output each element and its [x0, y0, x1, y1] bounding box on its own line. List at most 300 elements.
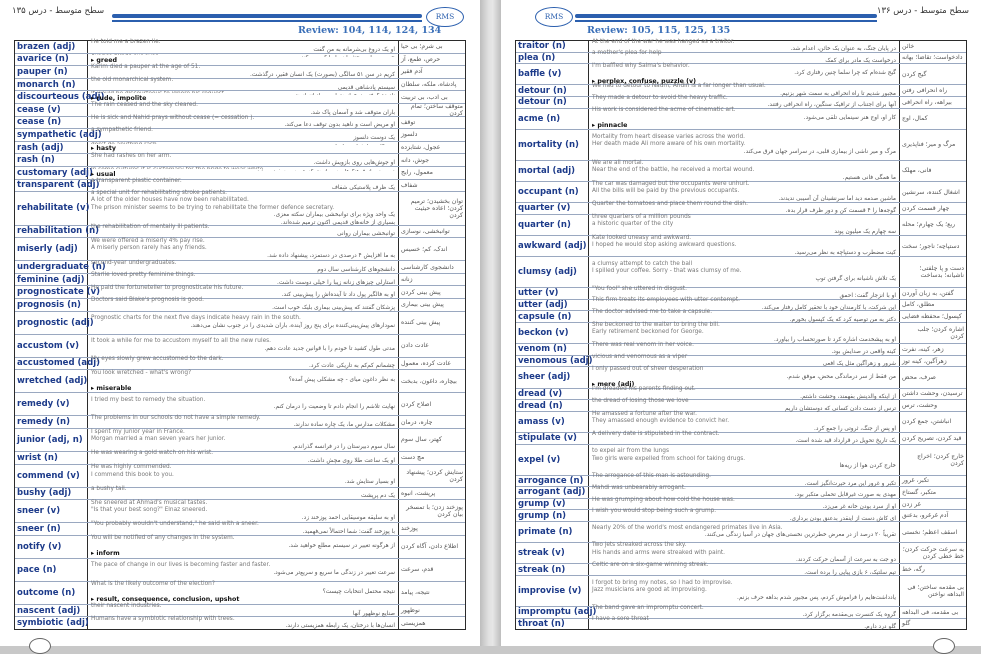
example-sentence: three quarters of a million pounds [592, 213, 691, 220]
page-tab [933, 638, 955, 654]
table-row [516, 367, 966, 388]
example-sentence: I wish you would stop being such a grump. [592, 508, 717, 515]
example-translation: ماشین صدمه دید اما سرنشینان آن آسیبی ندیدند. [778, 195, 896, 202]
example-cell [589, 400, 900, 411]
example-translation: یک دم پرپشت [361, 493, 395, 500]
table-row [15, 335, 465, 358]
table-row [516, 564, 966, 576]
example-cell [88, 617, 399, 629]
example-sentence: The band gave an impromptu concert. [592, 604, 704, 611]
word-meaning: انباشتن، جمع کردن [902, 418, 952, 426]
table-row [516, 510, 966, 522]
example-translation: چشمانم کم‌کم به تاریکی عادت کرد. [309, 363, 395, 370]
example-cell [589, 311, 900, 322]
example-sentence: Nearly 20% of the world's most endangered primates live in Asia. [592, 524, 783, 531]
word-meaning: پادشاه، ملکه، سلطان [401, 81, 457, 89]
example-sentence: You will be notified of any changes in the system. [91, 535, 235, 542]
example-sentence: Near the end of the battle, he received a mortal wound. [592, 167, 755, 174]
vocab-word: pauper (n) [15, 66, 88, 78]
example-translation: در پایان جنگ، به عنوان یک خائن، اعدام شد. [790, 46, 896, 53]
example-translation: او جوش‌هایی روی بازویش داشت. [313, 160, 395, 167]
example-translation: نمودارهای پیش‌بینی‌کننده برای پنج روز آینده، باران شدیدی را در جنوب نشان می‌دهند. [190, 322, 395, 329]
example-cell [88, 429, 399, 451]
word-meaning: نوظهور [401, 607, 420, 615]
example-cell [589, 130, 900, 160]
example-cell [88, 154, 399, 166]
example-translation: او یک دروغ بی‌شرمانه به من گفت [313, 46, 395, 53]
example-sentence: a mother's plea for help [592, 50, 662, 57]
example-translation: او پس از جنگ، ثروتی را جمع کرد. [814, 425, 896, 432]
example-sentence: The prison minister seems to be trying to rehabilitate the former defence secretary. [91, 204, 335, 211]
word-meaning: دادخواست؛ تقاضا؛ بهانه [902, 54, 963, 62]
example-sentence: This firm treats its employees with utter contempt. [592, 297, 740, 304]
synonym-note: ▸ perplex, confuse, puzzle (v) [592, 77, 696, 85]
word-meaning: گیج کردن [902, 70, 927, 78]
example-sentence: You look wretched - what's wrong? [91, 369, 192, 376]
table-row [516, 161, 966, 182]
example-translation: او یک ساعت طلا روی مچش داشت. [307, 457, 395, 464]
synonym-note: ▸ usual [91, 170, 116, 178]
word-meaning: اسقف اعظم؛ نخستی [902, 528, 958, 536]
word-meaning: ربع؛ یک چهارم؛ محله [902, 221, 956, 229]
example-translation: ای کاش دست از اینقدر بدعنق بودن برداری. [789, 515, 896, 522]
word-meaning: دست و پا چلفتی؛ ناشیانه؛ بدساخت [919, 265, 964, 280]
vocab-word: dread (n) [516, 400, 589, 411]
book-gutter [480, 0, 501, 646]
table-row [15, 312, 465, 335]
example-sentence: Prognostic charts for the next five days indicate heavy rain in the south. [91, 315, 301, 322]
example-cell [589, 576, 900, 606]
vocab-word: clumsy (adj) [516, 257, 589, 287]
word-meaning: خائن [902, 42, 915, 50]
page-tab [29, 638, 51, 654]
example-cell [589, 510, 900, 521]
vocab-word: throat (n) [516, 619, 589, 630]
example-cell [589, 182, 900, 202]
example-sentence: "You probably wouldn't understand," he said with a sneer. [91, 521, 259, 528]
example-sentence: Jazz musicians are good at improvising. [592, 587, 707, 594]
table-row [516, 257, 966, 288]
table-row [15, 299, 465, 312]
example-sentence: Two girls were expelled from school for taking drugs. [592, 455, 746, 462]
vocab-word: mortal (adj) [516, 161, 589, 181]
example-sentence: She sneered at Ahmad's musical tastes. [91, 499, 208, 506]
word-meaning: مطلق، کامل [902, 301, 935, 309]
table-row [516, 236, 966, 257]
vocab-word: nascent (adj) [15, 605, 88, 617]
example-cell [88, 582, 399, 604]
table-row [516, 323, 966, 344]
table-row [516, 130, 966, 161]
vocab-word: prognosis (n) [15, 299, 88, 311]
vocab-word: notify (v) [15, 536, 88, 558]
word-meaning: بی مقدمه ساختن؛ فی البداهه نواختن [907, 584, 964, 598]
vocab-word: grump (n) [516, 510, 589, 521]
example-cell [589, 236, 900, 256]
example-cell [88, 370, 399, 392]
example-cell [88, 559, 399, 581]
example-cell [589, 323, 900, 343]
example-sentence: the old monarchical system. [91, 77, 174, 84]
example-translation: استارلی چیزهای زنانه زیبا را خیلی دوست داشت. [276, 279, 395, 286]
table-row [516, 64, 966, 85]
example-cell [88, 167, 399, 179]
example-sentence: their nascent industries. [91, 603, 162, 610]
word-meaning: متوقف ساختن؛ تمام کردن [410, 102, 463, 117]
example-translation: نهایت تلاشم را انجام دادم تا وضعیت را درمان کنم. [273, 404, 395, 411]
example-sentence: We were offered a miserly 4% pay rise. [91, 237, 205, 244]
example-cell [88, 66, 399, 78]
table-row [516, 543, 966, 564]
example-sentence: a bushy tail. [91, 485, 127, 492]
word-meaning: معمول، رایج [401, 169, 433, 177]
example-sentence: The arrogance of this man is astounding. [592, 473, 712, 480]
vocab-word: avarice (n) [15, 54, 88, 66]
example-sentence: I'm baffled why Salma's behavior. [592, 62, 690, 69]
vocabulary-table [515, 40, 967, 630]
vocab-word: rash (adj) [15, 142, 88, 154]
vocab-word: cease (n) [15, 117, 88, 129]
header-bar-thin [112, 20, 422, 22]
example-translation: تکبر و غرور این مرد حیرت‌انگیز است. [804, 480, 896, 487]
example-sentence: Celtic are on a six-game winning streak. [592, 562, 709, 569]
word-meaning: ترسیدن، وحشت داشتن [902, 390, 963, 398]
word-meaning: اندک، کم؛ خسیس [401, 245, 448, 253]
example-cell [88, 189, 399, 226]
vocab-word: sneer (v) [15, 500, 88, 522]
vocab-word: symbiotic (adj) [17, 618, 89, 629]
example-translation: مهدی به صورت غیرقابل تحملی متکبر بود. [794, 492, 896, 499]
example-cell [589, 445, 900, 475]
example-translation: ما همگی فانی هستیم. [842, 174, 896, 181]
example-translation: باران متوقف شد و آسمان پاک شد. [310, 109, 395, 116]
word-meaning: کهتر، سال سوم [401, 436, 442, 444]
example-sentence: He amassed a fortune after the war. [592, 410, 697, 417]
example-cell [88, 355, 399, 370]
example-translation: از هرگونه تغییر در سیستم مطلع خواهید شد. [288, 542, 395, 549]
vocab-word: undergraduate (n) [17, 262, 106, 273]
example-cell [88, 129, 399, 141]
example-translation: او به سلیقه موسیقایی احمد پوزخند زد. [301, 514, 395, 521]
word-meaning: پوزخند زدن؛ با تمسخر بیان کردن [406, 504, 463, 519]
example-sentence: I hoped he would stop asking awkward questions. [592, 242, 737, 249]
example-sentence: I only passed out of sheer desperation [592, 366, 704, 372]
example-translation: ترس از دست دادن کسانی که دوستشان داریم [784, 405, 896, 412]
word-meaning: توانبخشی، نوسازی [401, 227, 450, 235]
vocab-word: venomous (adj) [518, 356, 593, 367]
word-meaning: پیش بینی کننده [401, 319, 441, 327]
synonym-note: ▸ mere (adj) [592, 381, 635, 388]
example-translation: سه چهارم یک میلیون پوند [834, 228, 896, 235]
vocab-word: streak (n) [516, 564, 589, 575]
example-cell [88, 299, 399, 311]
synonym-note: ▸ hasty [91, 145, 116, 153]
vocab-word: bushy (adj) [15, 488, 88, 500]
vocab-word: quarter (v) [516, 203, 589, 214]
example-cell [589, 215, 900, 235]
word-meaning: چهار قسمت کردن [902, 204, 950, 212]
table-row [15, 129, 465, 142]
example-translation: دانشجوهای کارشناسی سال دوم [317, 267, 395, 274]
table-row [15, 79, 465, 92]
word-meaning: دستپاچه؛ ناجور؛ سخت [902, 242, 960, 250]
rms-logo: RMS [535, 7, 573, 27]
word-meaning: قدم، سرعت [401, 566, 434, 574]
word-meaning: مچ دست [401, 454, 425, 462]
word-meaning: گلو [902, 620, 911, 628]
vocab-word: prognostic (adj) [15, 312, 88, 334]
example-translation: این شرکت، با کارمندان خود با تحقیر کامل رفتار می‌کند. [761, 304, 896, 311]
example-cell [88, 114, 399, 129]
word-meaning: دانشجوی کارشناسی [401, 263, 454, 271]
word-meaning: پیش بینی بیماری [401, 301, 444, 309]
example-translation: مشکلات مدارس ما، یک چاره ساده ندارند. [293, 422, 395, 429]
example-sentence: Humans have a symbiotic relationship with trees. [91, 615, 235, 622]
word-meaning: پوزخند [401, 525, 418, 533]
word-meaning: بی مقدمه، فی البداهه [902, 608, 959, 616]
example-cell [589, 161, 900, 181]
example-cell [88, 261, 399, 273]
example-translation: آنها برای اجتناب از ترافیک سنگین، راه انحرافی رفتند. [767, 102, 896, 109]
table-row [15, 582, 465, 605]
example-translation: او با انزجار گفت: احمق [839, 293, 896, 300]
header-bar [112, 14, 422, 18]
example-sentence: The rain ceased and the sky cleared. [91, 102, 198, 109]
example-sentence: a clumsy attempt to catch the ball [592, 260, 693, 267]
header-bar-thin [575, 20, 877, 22]
example-translation: خارج کردن هوا از ریه‌ها [839, 463, 896, 470]
example-cell [88, 335, 399, 357]
example-sentence: A miserly person rarely has any friends. [91, 245, 207, 252]
word-meaning: خارج کردن؛ اخراج کردن [917, 452, 964, 467]
review-list: Review: 104, 114, 124, 134 [298, 25, 442, 36]
table-row [516, 109, 966, 130]
table-row [15, 485, 465, 501]
word-meaning: قید کردن، تصریح کردن [902, 434, 962, 442]
example-cell [589, 257, 900, 287]
example-cell [88, 54, 399, 66]
example-sentence: "You fool" she uttered in disgust. [592, 285, 687, 292]
word-meaning: همزیستی [401, 619, 426, 627]
example-translation: به نظر داغون میای - چه مشکلی پیش آمده؟ [288, 377, 395, 384]
word-meaning: شفاف [401, 181, 418, 189]
word-meaning: زنانه [401, 276, 413, 284]
word-meaning: توقف [401, 118, 416, 126]
vocab-word: rehabilitation (n) [17, 226, 100, 237]
example-cell [88, 536, 399, 558]
example-cell [88, 452, 399, 464]
example-cell [589, 543, 900, 563]
example-cell [88, 41, 399, 53]
example-cell [589, 94, 900, 109]
vocab-word: sheer (adj) [516, 367, 589, 387]
vocab-word: expel (v) [516, 445, 589, 475]
example-cell [88, 79, 399, 91]
word-meaning: زهر، کینه، نفرت [902, 345, 944, 353]
example-sentence: The car was damaged but the occupants were unhurt. [592, 180, 750, 187]
example-cell [88, 312, 399, 334]
word-meaning: وحشت، ترس [902, 402, 938, 410]
vocab-word: traitor (n) [516, 41, 589, 52]
word-meaning: بیراهه، راه انحرافی [902, 98, 952, 106]
vocab-word: primate (n) [516, 522, 589, 542]
example-sentence: We had to detour to Naum; Ahdin is a far longer than usual. [592, 83, 766, 90]
word-meaning: ستایش کردن؛ پیشنهاد کردن [406, 468, 463, 483]
word-meaning: کمال، اوج [902, 115, 928, 123]
word-meaning: رگه، خط [902, 566, 925, 574]
example-sentence: His hands and arms were streaked with paint. [592, 549, 726, 556]
example-cell [88, 605, 399, 617]
vocab-word: quarter (n) [516, 215, 589, 235]
example-sentence: Two jets streaked across the sky. [592, 542, 687, 549]
example-sentence: "Is that your best song?" Elnaz sneered. [91, 507, 208, 514]
word-meaning: کپسول؛ محفظه فضایی [902, 313, 962, 321]
table-row [15, 223, 465, 239]
table-row [516, 522, 966, 543]
table-row [15, 238, 465, 261]
example-translation: تقریباً ۲۰ درصد از در معرض خطرترین نخستی‌های جهان در آسیا زندگی می‌کنند. [704, 532, 896, 539]
example-translation: یک ظرف پلاستیکی شفاف [331, 185, 395, 192]
example-cell [589, 109, 900, 129]
table-row [15, 393, 465, 416]
example-cell [88, 485, 399, 500]
example-translation: گوجه‌ها را ۴ قسمت کن و دور ظرف قرار بده. [785, 208, 896, 215]
example-translation: یک تلاش ناشیانه برای گرفتن توپ [815, 275, 896, 282]
example-translation: او به فالگیر پول داد تا آینده‌اش را پیش‌بینی کند. [281, 292, 395, 299]
table-row [15, 41, 465, 54]
review-list: Review: 105, 115, 125, 135 [587, 25, 731, 36]
example-translation: شرور و زهرآگین مثل یک افعی [822, 361, 896, 368]
example-sentence: She beckoned to the waiter to bring the bill. [592, 321, 720, 328]
vocab-word: plea (n) [516, 53, 589, 64]
example-translation: او بسیار ستایش شد. [344, 479, 395, 486]
vocab-word: utter (adj) [516, 300, 589, 311]
vocab-word: prognosticate (v) [17, 287, 100, 298]
word-meaning: گفتن، به زبان آوردن [902, 289, 954, 297]
table-row [15, 465, 465, 488]
vocab-word: rehabilitate (v) [15, 192, 88, 224]
example-cell [589, 430, 900, 445]
vocab-word: cease (v) [15, 104, 88, 116]
example-sentence: Starlie loved pretty feminine things. [91, 272, 196, 279]
example-translation: کیت مضطرب و دستپاچه به نظر می‌رسید. [794, 249, 896, 256]
example-translation: از اینکه والدینش بفهمند، وحشت داشتم. [800, 393, 896, 400]
example-sentence: Quarter the tomatoes and place them round the dish. [592, 200, 748, 207]
example-translation: من فقط از سر درماندگی محض، موفق شدم. [786, 373, 896, 380]
example-sentence: What is the likely outcome of the election? [91, 581, 215, 588]
example-translation: کار او، اوج هنر سینمایی تلقی می‌شود. [803, 114, 896, 121]
example-sentence: His work is considered the acme of cinematic art. [592, 107, 736, 114]
vocab-word: monarch (n) [15, 79, 88, 91]
vocab-word: miserly (adj) [15, 238, 88, 260]
table-row [15, 416, 465, 429]
example-translation: سیستم پادشاهی قدیمی [337, 84, 395, 91]
example-translation: دکتر به من توصیه کرد که یک کپسول بخورم. [789, 316, 896, 323]
vocab-word: sneer (n) [15, 523, 88, 535]
example-sentence: A delivery date is stipulated in the contract. [592, 430, 720, 437]
example-cell [88, 91, 399, 103]
table-row [15, 452, 465, 465]
example-sentence: second-year undergraduates. [91, 259, 177, 266]
word-meaning: عادت دادن [401, 342, 429, 350]
example-translation: مرگ و میر ناشی از بیماری قلبی، در سراسر جهان فرق می‌کند. [743, 148, 896, 155]
synonym-note: ▸ pinnacle [592, 122, 628, 130]
example-sentence: a transparent plastic container. [91, 177, 182, 184]
example-sentence: I spent my junior year in France. [91, 428, 185, 435]
example-cell [589, 200, 900, 215]
example-translation: یک دوست دلسوز [353, 134, 395, 141]
word-meaning: متکبر، گستاخ [902, 488, 937, 496]
vocab-word: remedy (n) [15, 416, 88, 428]
table-row [15, 154, 465, 167]
vocab-word: dread (v) [516, 389, 589, 400]
example-sentence: I'm dreaded his parents finding out. [592, 386, 696, 393]
page-title: سطح متوسط - درس ۱۳۶ [876, 6, 969, 16]
word-meaning: چاره، درمان [401, 418, 433, 426]
vocab-word: arrogant (adj) [516, 487, 589, 498]
example-translation: کریم در سن ۵۱ سالگی (بصورت) یک انسان فقیر، درگذشت. [249, 71, 395, 78]
example-cell [589, 64, 900, 84]
vocab-word: amass (v) [516, 412, 589, 432]
example-translation: یک تاریخ تحویل در قرارداد قید شده است. [795, 438, 896, 445]
example-sentence: The pace of change in our lives is becoming faster and faster. [91, 562, 271, 569]
vocab-word: junior (adj, n) [15, 429, 88, 451]
example-translation: انسان‌ها با درختان، یک رابطه همزیستی دارند. [285, 623, 395, 630]
table-row [516, 215, 966, 236]
word-meaning: توان بخشیدن؛ ترمیم کردن؛ اعاده حیثیت کردن [410, 197, 463, 219]
table-row [15, 370, 465, 393]
example-cell [88, 416, 399, 428]
example-translation: نتیجه محتمل انتخابات چیست؟ [322, 588, 395, 595]
table-row [15, 536, 465, 559]
vocab-word: grump (v) [516, 499, 589, 510]
example-sentence: Mortality from heart disease varies across the world. [592, 133, 745, 140]
vocab-word: sympathetic (adj) [17, 129, 102, 140]
word-meaning: عادت کرده، معمول [401, 359, 452, 367]
word-meaning: فانی، مهلک [902, 167, 932, 175]
word-meaning: به سرعت حرکت کردن؛ خط خطی کردن [902, 546, 964, 561]
table-row [15, 523, 465, 536]
example-sentence: to expel air from the lungs [592, 448, 669, 455]
right-page [501, 0, 981, 646]
vocab-word: brazen (adj) [15, 41, 88, 53]
word-meaning: صرف، محض [902, 373, 936, 381]
vocab-word: remedy (v) [15, 393, 88, 415]
example-sentence: He was highly commended. [91, 464, 172, 471]
example-cell [589, 616, 900, 630]
word-meaning: راه انحرافی رفتن [902, 87, 948, 95]
vocab-word: impromptu (adj) [518, 607, 597, 618]
example-cell [88, 393, 399, 415]
word-meaning: غر زدن [902, 500, 921, 508]
synonym-note: ▸ miserable [91, 384, 132, 392]
vocab-word: mortality (n) [516, 130, 589, 160]
header-bar [575, 14, 877, 18]
vocab-word: commend (v) [15, 465, 88, 487]
vocab-word: acme (n) [516, 109, 589, 129]
example-sentence: a historic quarter of the city [592, 221, 674, 228]
word-meaning: مرگ و میر؛ فناپذیری [902, 141, 956, 149]
word-meaning: بی شرم؛ بی حیا [401, 43, 443, 51]
example-cell [589, 564, 900, 575]
word-meaning: اشغال کننده، سرنشین [902, 188, 960, 196]
example-sentence: Early retirement beckoned for George. [592, 329, 704, 336]
example-cell [88, 523, 399, 535]
table-row [516, 430, 966, 445]
example-sentence: He paid the fortuneteller to prognosticate his future. [91, 284, 244, 291]
example-sentence: A lot of the older houses have now been rehabilitated. [91, 197, 249, 204]
example-translation: به ما افزایش ۴ درصدی در دستمزد، پیشنهاد داده شد. [267, 252, 395, 259]
